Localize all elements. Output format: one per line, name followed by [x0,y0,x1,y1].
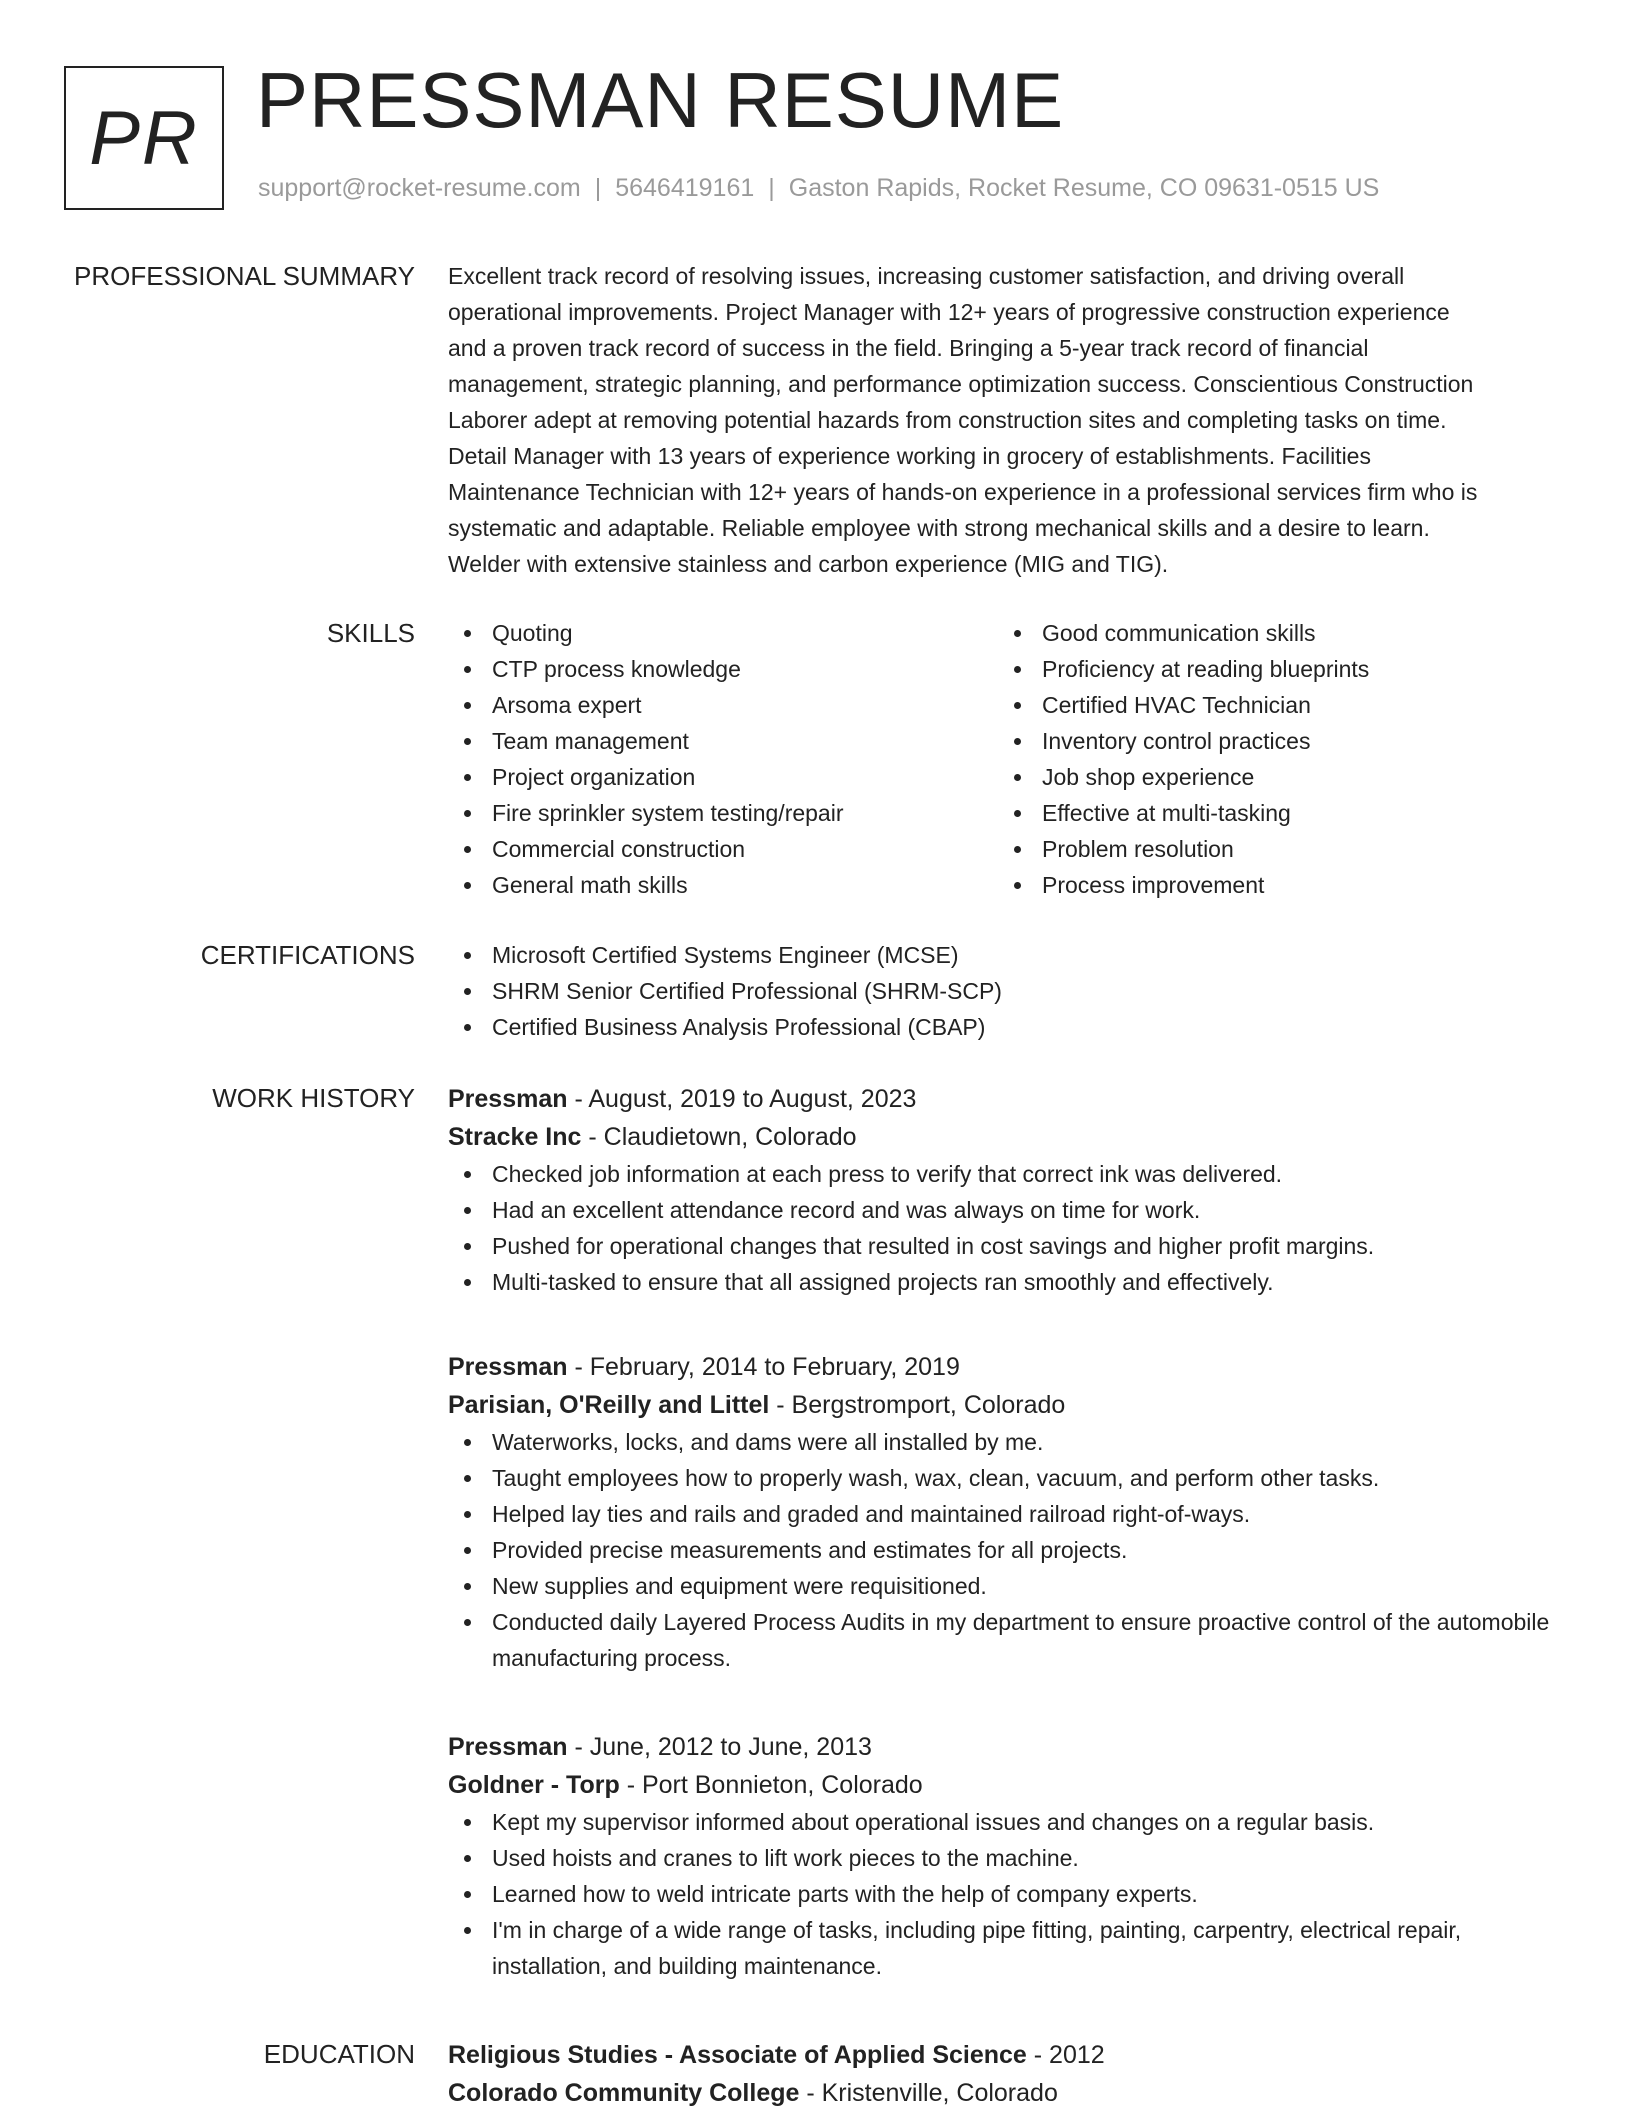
contact-email[interactable]: support@rocket-resume.com [258,174,581,202]
summary-line: Welder with extensive stainless and carbon experience (MIG and TIG). [448,551,1169,577]
job-bullet: Pushed for operational changes that resulted in cost savings and higher profit margins. [448,1228,1568,1264]
education-school-line [448,2074,1568,2112]
skills-list-right [998,615,1548,903]
contact-address: Gaston Rapids, Rocket Resume, CO 09631-0515 US [788,174,1380,202]
skill-item: Quoting [448,615,998,651]
skill-item: Inventory control practices [998,723,1548,759]
summary-line: systematic and adaptable. Reliable employee with strong mechanical skills and a desire to learn. [448,515,1430,541]
summary-line: Maintenance Technician with 12+ years of hands-on experience in a professional services firm who is [448,479,1478,505]
job-bullet: Used hoists and cranes to lift work pieces to the machine. [448,1840,1568,1876]
job-bullet: Provided precise measurements and estimates for all projects. [448,1532,1568,1568]
skill-item: Effective at multi-tasking [998,795,1548,831]
skills-list-left [448,615,998,903]
job-entry [448,1348,1568,1676]
job-bullet: Conducted daily Layered Process Audits in my department to ensure proactive control of the automobile manufacturing process. [448,1604,1568,1676]
skill-item: Project organization [448,759,998,795]
skill-item: Good communication skills [998,615,1548,651]
work-history-title: WORK HISTORY [212,1083,415,1113]
education-degree: Religious Studies - Associate of Applied Science [448,2041,1027,2069]
contact-separator: | [594,174,602,202]
skill-item: Certified HVAC Technician [998,687,1548,723]
job-bullet: Checked job information at each press to verify that correct ink was delivered. [448,1156,1568,1192]
summary-line: Laborer adept at removing potential hazards from construction sites and completing tasks on time. [448,407,1447,433]
job-role: Pressman [448,1085,568,1113]
certifications-list [448,937,1568,1045]
job-role: Pressman [448,1733,568,1761]
job-bullet: Helped lay ties and rails and graded and maintained railroad right-of-ways. [448,1496,1568,1532]
job-bullet: Kept my supervisor informed about operational issues and changes on a regular basis. [448,1804,1568,1840]
monogram-logo: PR [64,66,224,210]
education-year: - 2012 [1026,2041,1105,2069]
job-company-line [448,1766,1568,1804]
skill-item: CTP process knowledge [448,651,998,687]
job-company: Stracke Inc [448,1123,582,1151]
skill-item: Fire sprinkler system testing/repair [448,795,998,831]
education-school: Colorado Community College [448,2079,800,2107]
summary-title: PROFESSIONAL SUMMARY [74,261,415,291]
education-location: - Kristenville, Colorado [799,2079,1058,2107]
education-body [448,2036,1568,2112]
certification-item: Certified Business Analysis Professional (CBAP) [448,1009,1568,1045]
job-bullet: Learned how to weld intricate parts with the help of company experts. [448,1876,1568,1912]
summary-line: operational improvements. Project Manager with 12+ years of progressive construction experience [448,299,1450,325]
skill-item: Commercial construction [448,831,998,867]
job-bullets [448,1804,1568,1984]
contact-line [258,174,1379,203]
job-dates: - February, 2014 to February, 2019 [567,1353,960,1381]
job-bullet: I'm in charge of a wide range of tasks, including pipe fitting, painting, carpentry, electrical repair, installation, and building maintenance. [448,1912,1568,1984]
job-bullet: Waterworks, locks, and dams were all installed by me. [448,1424,1568,1460]
job-company: Parisian, O'Reilly and Littel [448,1391,770,1419]
certifications-title: CERTIFICATIONS [200,940,415,970]
job-bullets [448,1424,1568,1676]
summary-line: Excellent track record of resolving issues, increasing customer satisfaction, and driving overall [448,263,1405,289]
job-location: - Claudietown, Colorado [581,1123,857,1151]
skill-item: Proficiency at reading blueprints [998,651,1548,687]
job-role: Pressman [448,1353,568,1381]
skills-body [448,615,1568,903]
certifications-body [448,937,1568,1045]
job-bullet: New supplies and equipment were requisitioned. [448,1568,1568,1604]
job-company: Goldner - Torp [448,1771,620,1799]
job-title-line [448,1348,1568,1386]
job-company-line [448,1386,1568,1424]
job-bullet: Taught employees how to properly wash, wax, clean, vacuum, and perform other tasks. [448,1460,1568,1496]
job-dates: - August, 2019 to August, 2023 [567,1085,917,1113]
education-degree-line [448,2036,1568,2074]
skill-item: Arsoma expert [448,687,998,723]
job-entry [448,1080,1568,1300]
job-location: - Port Bonnieton, Colorado [619,1771,923,1799]
job-bullet: Had an excellent attendance record and was always on time for work. [448,1192,1568,1228]
skill-item: Job shop experience [998,759,1548,795]
job-dates: - June, 2012 to June, 2013 [567,1733,872,1761]
job-company-line [448,1118,1568,1156]
resume-name: PRESSMAN RESUME [256,56,1065,144]
certification-item: SHRM Senior Certified Professional (SHRM-SCP) [448,973,1568,1009]
job-location: - Bergstromport, Colorado [769,1391,1066,1419]
skill-item: General math skills [448,867,998,903]
contact-separator: | [768,174,775,202]
certification-item: Microsoft Certified Systems Engineer (MCSE) [448,937,1568,973]
job-title-line [448,1080,1568,1118]
summary-body [448,258,1568,582]
contact-phone[interactable]: 5646419161 [615,174,755,202]
education-title: EDUCATION [263,2039,415,2069]
skills-title: SKILLS [326,618,415,648]
skill-item: Problem resolution [998,831,1548,867]
job-title-line [448,1728,1568,1766]
summary-line: Detail Manager with 13 years of experience working in grocery of establishments. Facilities [448,443,1371,469]
job-bullet: Multi-tasked to ensure that all assigned projects ran smoothly and effectively. [448,1264,1568,1300]
summary-line: and a proven track record of success in the field. Bringing a 5-year track record of financial [448,335,1369,361]
job-entry [448,1728,1568,1984]
summary-line: management, strategic planning, and performance optimization success. Conscientious Construction [448,371,1474,397]
skill-item: Team management [448,723,998,759]
job-bullets [448,1156,1568,1300]
skill-item: Process improvement [998,867,1548,903]
